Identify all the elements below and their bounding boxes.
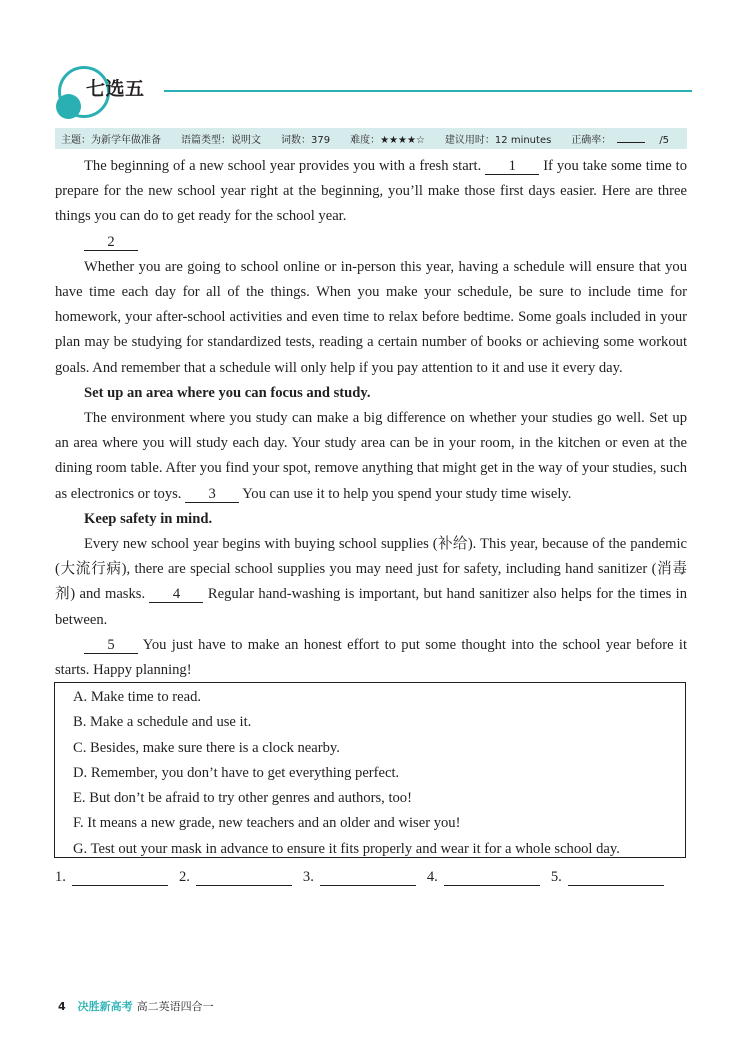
answer-line-3[interactable] (320, 869, 416, 886)
paragraph-1-text-b: If you take some time to prepare for the new school year right at the beginning, you’ll make those first days easier. Here are three things you can do to get ready for the school year. (55, 158, 687, 225)
option-a: A. Make time to read. (73, 689, 202, 705)
meta-time: 建议用时：12 minutes (444, 135, 552, 146)
answer-label-4: 4. (426, 869, 438, 885)
meta-accuracy-label: 正确率： (571, 135, 612, 146)
answer-label-3: 3. (302, 869, 314, 885)
header-divider (164, 90, 692, 92)
book-title: 高二英语四合一 (136, 1000, 214, 1013)
meta-genre: 语篇类型：说明文 (181, 135, 261, 146)
paragraph-3: Whether you are going to school online or in-person this year, having a schedule will ensure that you have time each day for all of the things. When you make your schedule, be sure to include time for homework, your after-school activities and even time to relax before bedtime. Some goals included in your plan may be studying for standardized tests, reading a certain number of books or achieving some workout goals. And remember that a schedule will only help if you pay attention to it and use it every day. (55, 258, 687, 376)
paragraph-4-text-b: You can use it to help you spend your study time wisely. (242, 485, 572, 502)
meta-accuracy-total: /5 (659, 135, 670, 146)
subheading-1: Set up an area where you can focus and study. (84, 384, 371, 401)
answer-slot-4 (427, 869, 540, 886)
paragraph-4-text-a: The environment where you study can make a big difference on whether your studies go well. Set up an area where you will study each day. Your study area can be in your room, in the kitchen or even at the dining room table. After you find your spot, remove anything that might get in the way of your studies, such as electronics or toys. (55, 410, 687, 502)
answer-line-5[interactable] (568, 869, 664, 886)
option-d: D. Remember, you don’t have to get everything perfect. (73, 764, 400, 781)
meta-topic: 主题：为新学年做准备 (61, 135, 161, 146)
meta-bar (55, 128, 687, 149)
brand-name: 决胜新高考 (77, 1000, 133, 1013)
subheading-2: Keep safety in mind. (84, 510, 213, 527)
answer-line-2[interactable] (196, 869, 292, 886)
option-g: G. Test out your mask in advance to ensure it fits properly and wear it for a whole school day. (73, 840, 620, 857)
paragraph-5-text-b: Regular hand-washing is important, but hand sanitizer also helps for the times in between. (55, 586, 687, 628)
meta-words: 词数：379 (281, 135, 331, 146)
paragraph-5-text-a: Every new school year begins with buying school supplies (补给). This year, because of the pandemic (大流行病), there are special school supplies you may need just for safety, including hand sanitizer (消毒剂) and masks. (55, 536, 687, 603)
answer-label-2: 2. (178, 869, 190, 885)
option-c: C. Besides, make sure there is a clock nearby. (73, 739, 340, 756)
blank-1[interactable]: 1 (485, 158, 539, 175)
answer-line-4[interactable] (444, 869, 540, 886)
answer-line-1[interactable] (72, 869, 168, 886)
page-footer (58, 998, 214, 1014)
answer-slot-1 (55, 869, 168, 886)
paragraph-5 (55, 532, 687, 633)
accuracy-blank[interactable] (617, 132, 645, 143)
paragraph-1 (55, 154, 687, 230)
meta-difficulty: 难度：★★★★☆ (350, 135, 425, 146)
paragraph-6 (55, 633, 687, 683)
options-box (54, 682, 686, 858)
blank-2[interactable]: 2 (84, 234, 138, 251)
blank-5[interactable]: 5 (84, 637, 138, 654)
paragraph-6-text: You just have to make an honest effort to put some thought into the school year before it starts. Happy planning! (55, 636, 687, 679)
option-f: F. It means a new grade, new teachers and an older and wiser you! (73, 815, 461, 832)
meta-accuracy (571, 131, 669, 146)
answer-slot-5 (551, 869, 664, 886)
option-b: B. Make a schedule and use it. (73, 714, 252, 731)
blank-4[interactable]: 4 (149, 586, 203, 603)
answer-slot-3 (303, 869, 416, 886)
paragraph-1-text-a: The beginning of a new school year provides you with a fresh start. (84, 158, 482, 174)
answer-label-1: 1. (55, 869, 66, 885)
answer-row (55, 869, 695, 886)
paragraph-2 (55, 230, 687, 255)
passage (55, 154, 687, 683)
answer-label-5: 5. (550, 869, 562, 885)
circle-dot-icon (56, 94, 81, 119)
section-title: 七选五 (86, 78, 145, 100)
blank-3[interactable]: 3 (185, 486, 239, 503)
answer-slot-2 (179, 869, 292, 886)
page-number: 4 (58, 999, 66, 1013)
option-e: E. But don’t be afraid to try other genres and authors, too! (73, 790, 412, 807)
paragraph-4 (55, 406, 687, 507)
section-header (40, 58, 700, 128)
